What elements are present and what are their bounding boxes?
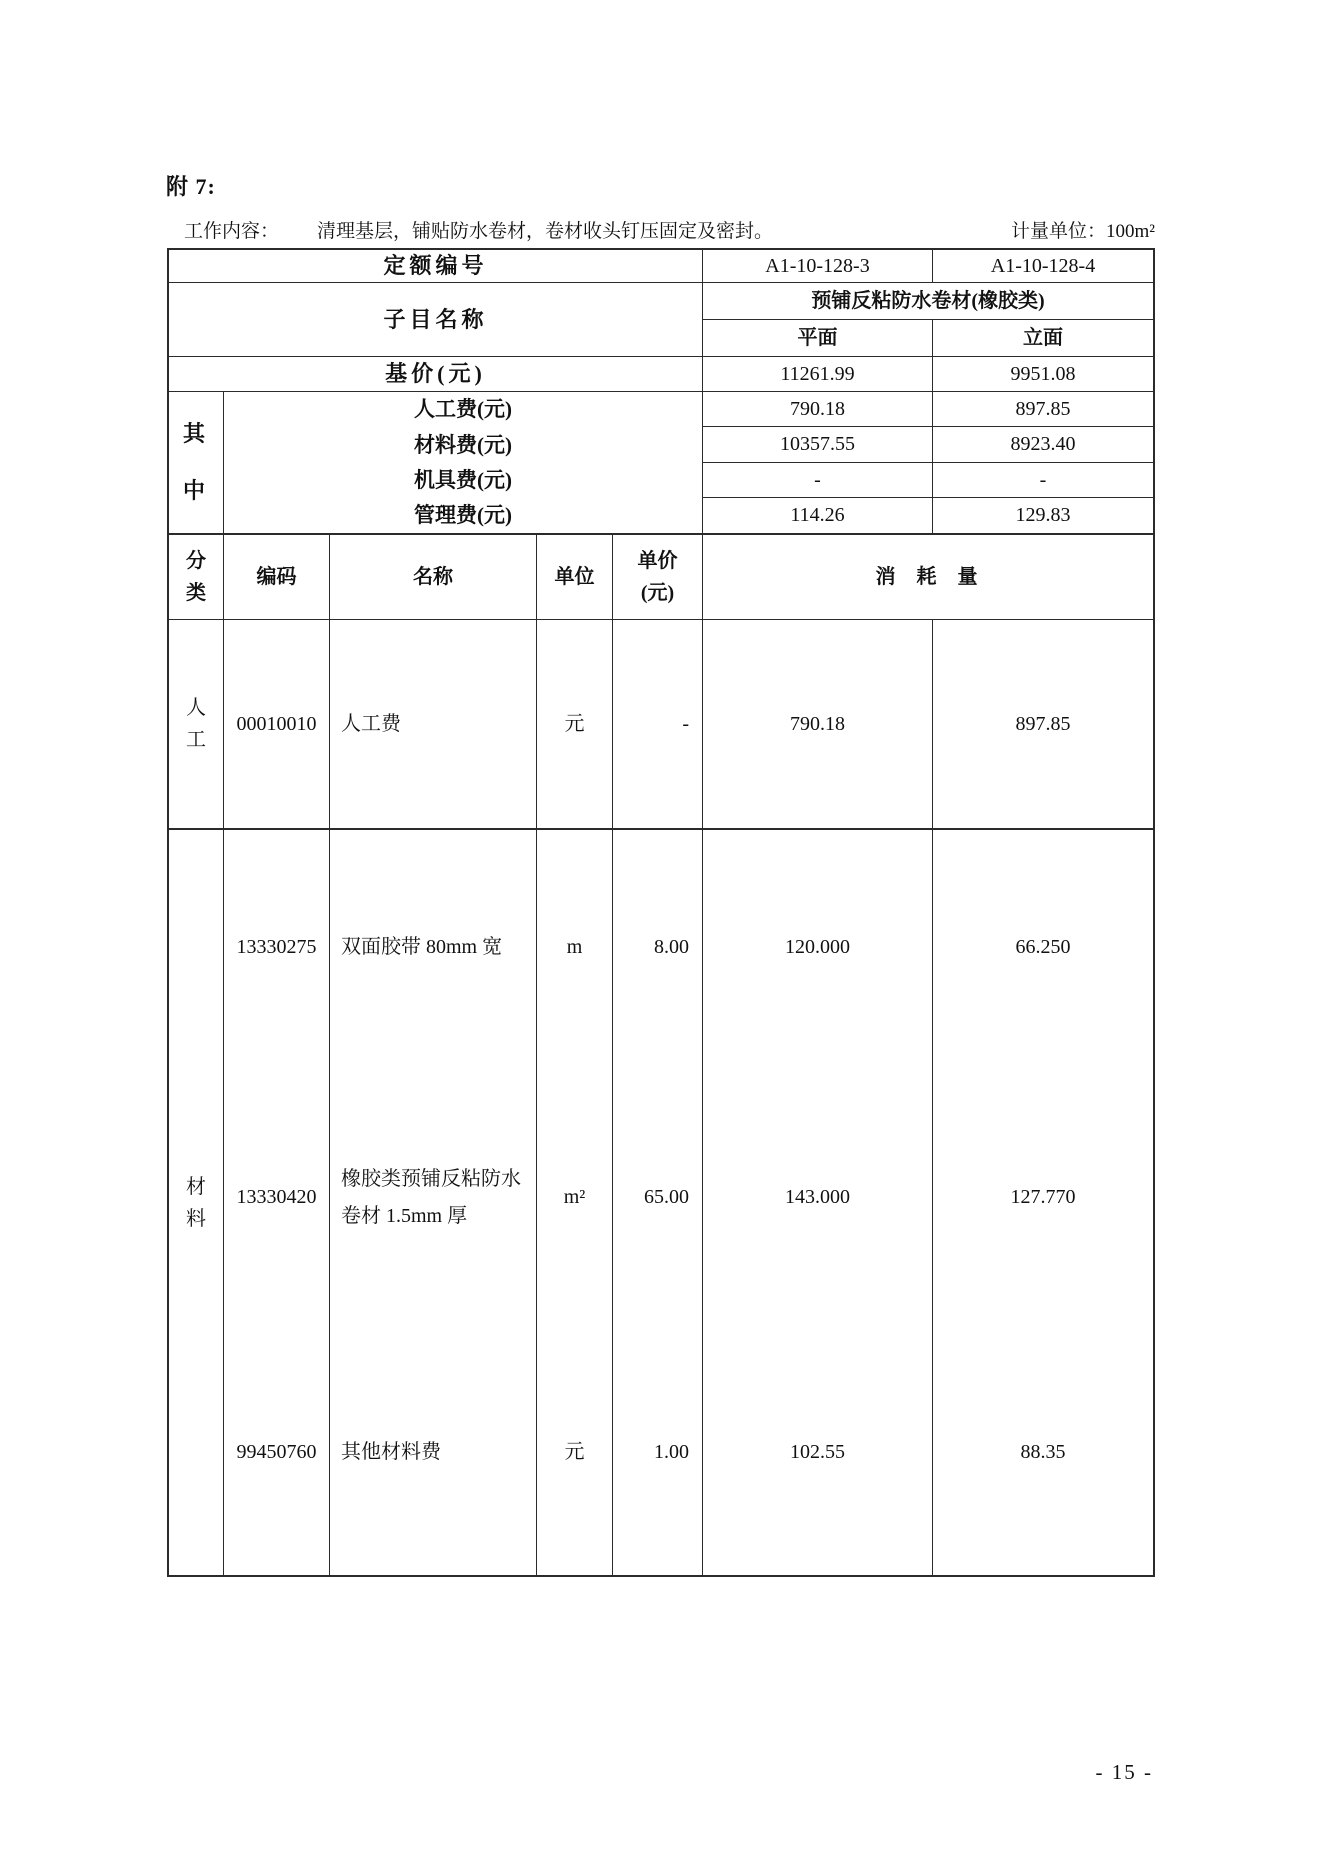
labor-row-consumption-plane: 790.18 <box>703 620 933 830</box>
material-row-consumption-elevation: 88.35 <box>1020 1441 1066 1463</box>
fee-material-plane: 10357.55 <box>703 427 933 463</box>
fee-machine-plane: - <box>703 463 933 498</box>
col-header-category-char1: 分 <box>186 550 206 572</box>
material-row-code: 13330275 <box>224 830 330 1065</box>
col-header-price-line1: 单价 <box>637 550 678 572</box>
labor-row-consumption-elevation: 897.85 <box>933 620 1153 830</box>
labor-row-code: 00010010 <box>224 620 330 830</box>
fee-material-elevation: 8923.40 <box>933 427 1153 463</box>
orientation-elevation: 立面 <box>933 320 1153 357</box>
col-header-name: 名称 <box>330 535 537 620</box>
material-row-unit: m <box>537 830 613 1065</box>
base-price-plane: 11261.99 <box>703 357 933 392</box>
attachment-title: 附 7: <box>166 174 216 199</box>
labor-category-char2: 工 <box>186 729 206 751</box>
labor-row-unit: 元 <box>537 620 613 830</box>
fee-labor-plane: 790.18 <box>703 392 933 427</box>
col-header-code: 编码 <box>224 535 330 620</box>
material-category <box>169 830 224 1575</box>
labor-category <box>169 620 224 830</box>
labor-row-price: - <box>613 620 703 830</box>
work-content-text: 清理基层，铺贴防水卷材，卷材收头钉压固定及密封。 <box>317 221 774 242</box>
base-price-label: 基价(元) <box>169 357 703 392</box>
quota-number-col1: A1-10-128-3 <box>703 250 933 283</box>
labor-row-name: 人工费 <box>330 620 537 830</box>
orientation-plane: 平面 <box>703 320 933 357</box>
fee-labor-elevation: 897.85 <box>933 392 1153 427</box>
col-header-category-char2: 类 <box>186 582 206 604</box>
col-header-unit: 单位 <box>537 535 613 620</box>
material-row-consumption-plane: 120.000 <box>703 830 933 1065</box>
material-row-consumption-plane: 102.55 <box>703 1330 933 1575</box>
fee-label-machine: 机具费(元) <box>414 467 512 492</box>
fee-label-material: 材料费(元) <box>414 432 512 457</box>
quota-number-label: 定额编号 <box>169 250 703 283</box>
quota-number-col2: A1-10-128-4 <box>933 250 1153 283</box>
fee-management-plane: 114.26 <box>703 498 933 535</box>
material-category-char2: 料 <box>186 1207 206 1230</box>
work-content-line <box>184 216 1155 243</box>
col-header-consumption: 消 耗 量 <box>703 535 1153 620</box>
fee-label-management: 管理费(元) <box>414 503 512 528</box>
base-price-elevation: 9951.08 <box>933 357 1153 392</box>
material-row-name: 其他材料费 <box>330 1330 537 1575</box>
fee-label-labor: 人工费(元) <box>414 397 512 422</box>
material-row-unit: m² <box>537 1065 613 1330</box>
material-row-consumption-elevation: 127.770 <box>1010 1186 1076 1208</box>
among-label <box>169 392 224 535</box>
material-row-name: 橡胶类预铺反粘防水卷材 1.5mm 厚 <box>330 1065 537 1330</box>
subitem-name: 预铺反粘防水卷材(橡胶类) <box>703 283 1153 320</box>
material-row-code: 13330420 <box>224 1065 330 1330</box>
col-header-price-line2: (元) <box>640 582 675 604</box>
material-row-price: 8.00 <box>613 830 703 1065</box>
material-row-code: 99450760 <box>224 1330 330 1575</box>
col-header-category <box>169 535 224 620</box>
material-row-consumption-elevation: 66.250 <box>1015 936 1071 958</box>
material-row-unit: 元 <box>537 1330 613 1575</box>
fee-management-elevation: 129.83 <box>933 498 1153 535</box>
material-row-price: 1.00 <box>613 1330 703 1575</box>
measure-unit-label: 计量单位：100m² <box>1011 221 1155 242</box>
col-header-price <box>613 535 703 620</box>
labor-category-char1: 人 <box>186 697 206 719</box>
material-category-char1: 材 <box>186 1175 206 1198</box>
among-char-2: 中 <box>182 477 209 503</box>
fee-machine-elevation: - <box>933 463 1153 498</box>
subitem-label: 子目名称 <box>169 283 703 357</box>
material-row-name: 双面胶带 80mm 宽 <box>330 830 537 1065</box>
page-number: - 15 - <box>1095 1760 1153 1784</box>
work-content-label: 工作内容： <box>184 221 280 242</box>
quota-table <box>167 248 1155 1577</box>
material-row-price: 65.00 <box>613 1065 703 1330</box>
fee-labels <box>224 392 703 535</box>
material-row-consumption-plane: 143.000 <box>703 1065 933 1330</box>
among-char-1: 其 <box>182 421 209 447</box>
